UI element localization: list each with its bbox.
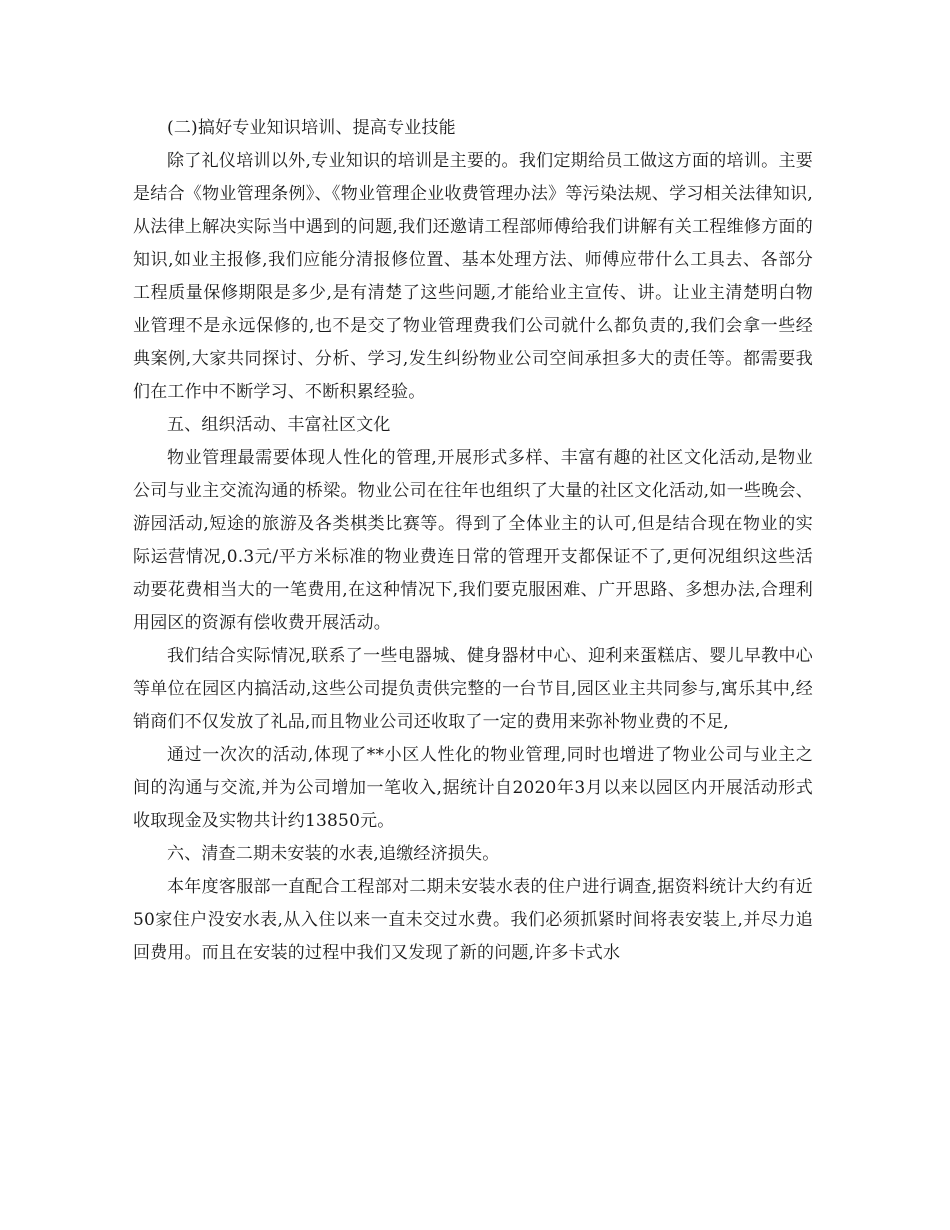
paragraph-activities-intro: 物业管理最需要体现人性化的管理,开展形式多样、丰富有趣的社区文化活动,是物业公司与业主交流沟通的桥梁。物业公司在往年也组织了大量的社区文化活动,如一些晚会、游园活动,短途的旅游及各类棋类比赛等。得到了全体业主的认可,但是结合现在物业的实际运营情况,0.3元/平方米标准的物业费连日常的管理开支都保证不了,更何况组织这些活动要花费相当大的一笔费用,在这种情况下,我们要克服困难、广开思路、多想办法,合理利用园区的资源有偿收费开展活动。 [133,448,813,633]
section-heading-activities: 五、组织活动、丰富社区文化 [167,415,391,435]
paragraph-activities-partners: 我们结合实际情况,联系了一些电器城、健身器材中心、迎利来蛋糕店、婴儿早教中心等单位在园区内搞活动,这些公司提负责供完整的一台节目,园区业主共同参与,寓乐其中,经销商们不仅发放了礼品,而且物业公司还收取了一定的费用来弥补物业费的不足, [133,646,813,732]
paragraph-water-meters: 本年度客服部一直配合工程部对二期未安装水表的住户进行调查,据资料统计大约有近50家住户没安水表,从入住以来一直未交过水费。我们必须抓紧时间将表安装上,并尽力追回费用。而且在安装的过程中我们又发现了新的问题,许多卡式水 [133,877,813,963]
document-body [133,112,813,970]
section-heading-water-meters: 六、清查二期未安装的水表,追缴经济损失。 [167,844,500,864]
paragraph-activities-results: 通过一次次的活动,体现了**小区人性化的物业管理,同时也增进了物业公司与业主之间的沟通与交流,并为公司增加一笔收入,据统计自2020年3月以来以园区内开展活动形式收取现金及实物共计约13850元。 [133,745,813,831]
section-heading-training: (二)搞好专业知识培训、提高专业技能 [167,118,456,138]
paragraph-training: 除了礼仪培训以外,专业知识的培训是主要的。我们定期给员工做这方面的培训。主要是结合《物业管理条例》、《物业管理企业收费管理办法》等污染法规、学习相关法律知识,从法律上解决实际当中遇到的问题,我们还邀请工程部师傅给我们讲解有关工程维修方面的知识,如业主报修,我们应能分清报修位置、基本处理方法、师傅应带什么工具去、各部分工程质量保修期限是多少,是有清楚了这些问题,才能给业主宣传、讲。让业主清楚明白物业管理不是永远保修的,也不是交了物业管理费我们公司就什么都负责的,我们会拿一些经典案例,大家共同探讨、分析、学习,发生纠纷物业公司空间承担多大的责任等。都需要我们在工作中不断学习、不断积累经验。 [133,151,813,402]
